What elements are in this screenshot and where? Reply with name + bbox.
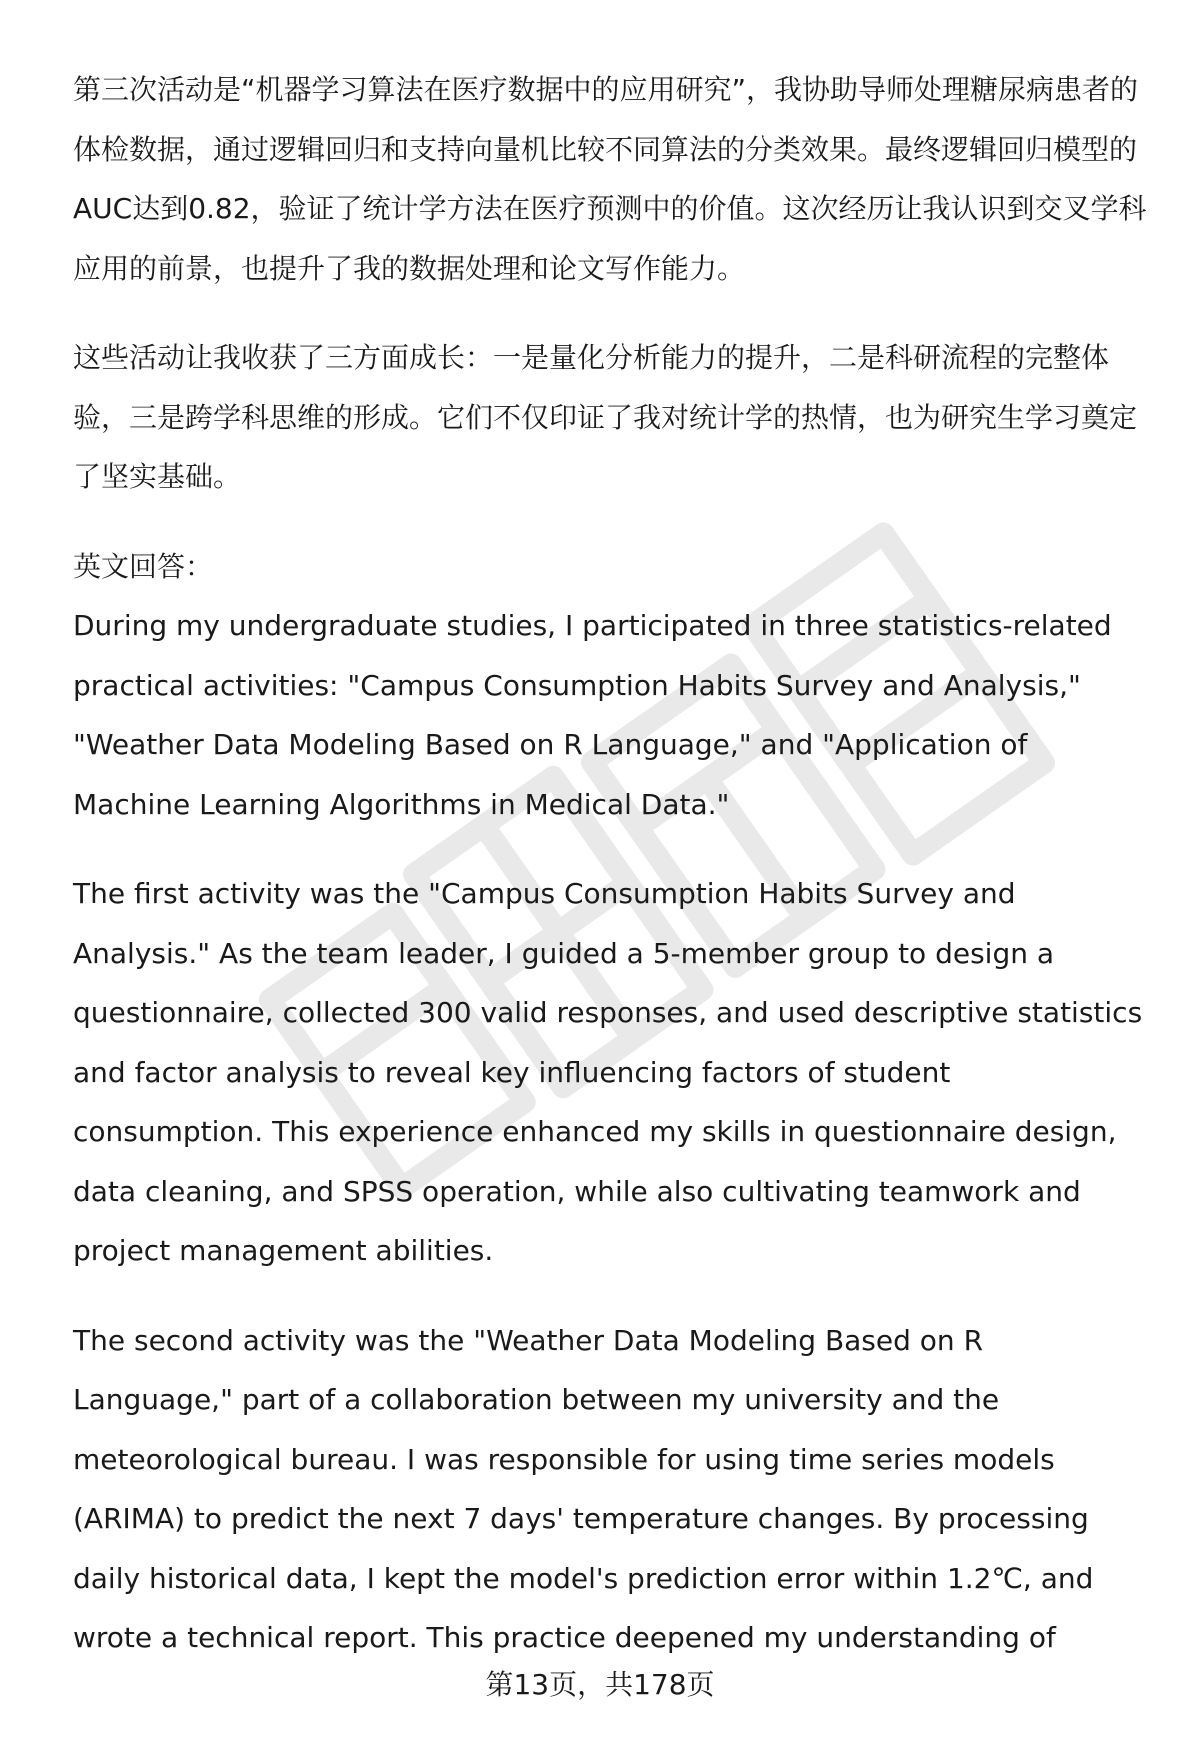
paragraph-en-2: The first activity was the "Campus Consumption Habits Survey and Analysis." As the team leader, I guided a 5-member group to design a questionnaire, collected 300 valid responses, and used descriptive statistics and factor analysis to reveal key influencing factors of student consumption. This experience enhanced my skills in questionnaire design, data cleaning, and SPSS operation, while also cultivating teamwork and project management abilities. bbox=[73, 877, 1143, 1267]
paragraph-cn-1: 第三次活动是“机器学习算法在医疗数据中的应用研究”，我协助导师处理糖尿病患者的体检数据，通过逻辑回归和支持向量机比较不同算法的分类效果。最终逻辑回归模型的AUC达到0.82，验证了统计学方法在医疗预测中的价值。这次经历让我认识到交叉学科应用的前景，也提升了我的数据处理和论文写作能力。 bbox=[73, 73, 1147, 285]
document-body bbox=[73, 60, 1148, 1698]
paragraph-en-3: The second activity was the "Weather Data Modeling Based on R Language," part of a collaboration between my university and the meteorological bureau. I was responsible for using time series models (ARIMA) to predict the next 7 days' temperature changes. By processing daily historical data, I kept the model's prediction error within 1.2℃, and wrote a technical report. This practice deepened my understanding of bbox=[73, 1323, 1094, 1654]
page-number-footer: 第13页，共178页 bbox=[485, 1668, 715, 1701]
paragraph-cn-2: 这些活动让我收获了三方面成长：一是量化分析能力的提升，二是科研流程的完整体验，三是跨学科思维的形成。它们不仅印证了我对统计学的热情，也为研究生学习奠定了坚实基础。 bbox=[73, 341, 1138, 493]
paragraph-en-1: During my undergraduate studies, I participated in three statistics-related practical activities: "Campus Consumption Habits Survey and Analysis," "Weather Data Modeling Based on R Language," and "Application of Machine Learning Algorithms in Medical Data." bbox=[73, 609, 1112, 821]
english-answer-label: 英文回答： bbox=[73, 549, 214, 583]
